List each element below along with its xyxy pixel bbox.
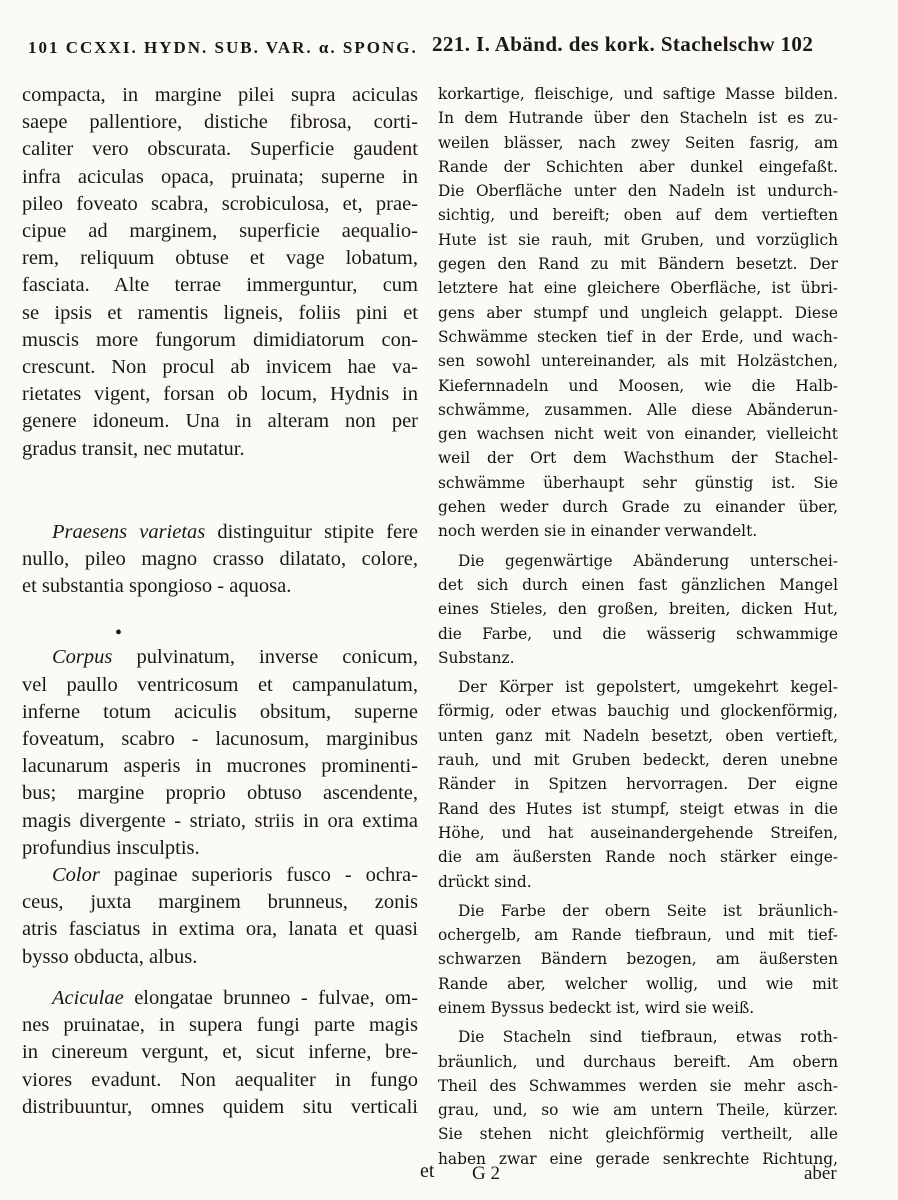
- signature-mark: G 2: [472, 1163, 500, 1184]
- text-line: Aciculae elongatae brunneo - fulvae, om-: [52, 986, 418, 1009]
- text-line: in cinereum vergunt, et, sicut inferne, bre-: [22, 1041, 418, 1064]
- text-line: distribuuntur, omnes quidem situ verticali: [22, 1095, 418, 1118]
- text-line: foveatum, scabro - lacunosum, marginibus: [22, 728, 418, 751]
- text-line: Die gegenwärtige Abänderung unterschei-: [458, 551, 838, 570]
- text-line: Höhe, und hat auseinandergehende Streifen,: [438, 823, 838, 842]
- text-line: unten ganz mit Nadeln besetzt, oben vertieft,: [438, 726, 838, 745]
- text-line: die am äußersten Rande noch stärker einge-: [438, 848, 838, 867]
- text-line: Schwämme stecken tief in der Erde, und wach-: [438, 327, 838, 346]
- text-line: nes pruinatae, in supera fungi parte magis: [22, 1014, 418, 1037]
- text-line: förmig, oder etwas bauchig und glockenförmig,: [438, 702, 838, 721]
- latin-paragraph-3: [22, 644, 418, 862]
- text-line: schwämme überhaupt sehr günstig ist. Sie: [438, 473, 838, 492]
- text-line: viores evadunt. Non aequaliter in fungo: [22, 1068, 418, 1091]
- text-line: bräunlich, und durchaus bereift. Am obern: [438, 1052, 838, 1071]
- german-paragraph-4: [438, 899, 838, 1020]
- text-line: Rande der Schichten aber dunkel eingefaßt.: [438, 157, 838, 176]
- text-line: Die Oberfläche unter den Nadeln ist undurch-: [438, 182, 838, 201]
- text-line: et substantia spongioso - aquosa.: [22, 575, 292, 598]
- text-line: rietates vigent, forsan ob locum, Hydnis in: [22, 383, 418, 406]
- text-line: Die Farbe der obern Seite ist bräunlich-: [458, 901, 838, 920]
- text-line: eines Stieles, den großen, breiten, dicken Hut,: [438, 600, 838, 619]
- text-line: det sich durch einen fast gänzlichen Mangel: [438, 575, 838, 594]
- text-line: In dem Hutrande über den Stacheln ist es zu-: [438, 109, 838, 128]
- text-line: infra aciculas opaca, pruinata; superne in: [22, 165, 418, 188]
- text-line: rem, reliquum obtuse et vage lobatum,: [22, 247, 418, 270]
- text-line: gradus transit, nec mutatur.: [22, 437, 245, 460]
- text-line: sen sowohl untereinander, als mit Holzästchen,: [438, 352, 838, 371]
- text-line: cipue ad marginem, superficie aequalio-: [22, 220, 418, 243]
- text-line: weil der Ort dem Wachsthum der Stachel-: [438, 449, 838, 468]
- text-line: korkartige, fleischige, und saftige Masse bilden.: [438, 85, 838, 103]
- text-line: genere idoneum. Una in alteram non per: [22, 410, 418, 433]
- text-line: atris fasciatus in extima ora, lanata et quasi: [22, 918, 418, 941]
- italic-lead: Praesens varietas: [52, 520, 206, 543]
- latin-catchword: et: [420, 1160, 435, 1182]
- text-line: Ränder in Spitzen hervorragen. Der eigne: [438, 775, 838, 794]
- text-line: gehen weder durch Grade zu einander über,: [438, 498, 838, 517]
- text-line: letztere hat eine gleichere Oberfläche, ist übri-: [438, 279, 838, 298]
- text-line: profundius insculptis.: [22, 836, 200, 859]
- german-paragraph-5: [438, 1025, 838, 1171]
- text-line: einem Byssus bedeckt ist, wird sie weiß.: [438, 998, 755, 1017]
- text-line: fasciata. Alte terrae immerguntur, cum: [22, 274, 418, 297]
- latin-paragraph-2: [22, 519, 418, 601]
- text-line: caliter vero obscurata. Superficie gaudent: [22, 138, 418, 161]
- text-line: weilen blässer, nach zwey Seiten fasrig, am: [438, 133, 838, 152]
- text-line: magis divergente - striato, striis in ora extima: [22, 809, 418, 832]
- text-line: Rande aber, welcher wollig, und wie mit: [438, 974, 838, 993]
- german-paragraph-3: [438, 675, 838, 894]
- text-line: Theil des Schwammes werden sie mehr asch-: [438, 1076, 838, 1095]
- italic-lead: Corpus: [52, 646, 113, 669]
- text-line: haben zwar eine gerade senkrechte Richtung,: [438, 1149, 838, 1168]
- text-line: rauh, und mit Gruben bedeckt, deren unebne: [438, 751, 838, 770]
- running-head-german: 221. I. Abänd. des kork. Stachelschw 102: [432, 32, 814, 56]
- text-line: pileo foveato scabra, scrobiculosa, et, prae-: [22, 192, 418, 215]
- text-line: grau, und, so wie am untern Theile, kürzer.: [438, 1101, 838, 1120]
- text-line: Die Stacheln sind tiefbraun, etwas roth-: [458, 1028, 838, 1047]
- text-line: Hute ist sie rauh, mit Gruben, und vorzüglich: [438, 230, 838, 249]
- german-paragraph-1: [438, 82, 838, 544]
- german-column: [438, 82, 838, 1171]
- text-line: compacta, in margine pilei supra aciculas: [22, 84, 418, 106]
- latin-column: [22, 82, 418, 1121]
- text-line: saepe pallentiore, distiche fibrosa, corti-: [22, 111, 418, 134]
- text-line: lacunarum asperis in mucrones prominenti-: [22, 755, 418, 778]
- italic-lead: Aciculae: [52, 986, 124, 1009]
- text-line: bysso obducta, albus.: [22, 945, 198, 968]
- german-catchword: aber: [804, 1163, 837, 1184]
- text-line: bus; margine proprio obtuso ascendente,: [22, 782, 418, 805]
- text-line: gegen den Rand zu mit Bändern besetzt. Der: [438, 255, 838, 274]
- stray-dot: •: [115, 622, 123, 645]
- text-line: schwarzen Bändern bezogen, am äußersten: [438, 950, 838, 969]
- german-paragraph-2: [438, 549, 838, 670]
- latin-paragraph-5: [22, 985, 418, 1121]
- latin-paragraph-4: [22, 862, 418, 971]
- text-line: Sie stehen nicht gleichförmig vertheilt, alle: [438, 1125, 838, 1144]
- text-line: Praesens varietas distinguitur stipite fere: [52, 520, 418, 543]
- text-line: gens aber stumpf und ungleich gelappt. Diese: [438, 303, 838, 322]
- text-line: gen wachsen nicht weit von einander, vielleicht: [438, 425, 838, 444]
- text-line: drückt sind.: [438, 872, 532, 891]
- text-line: muscis more fungorum dimidiatorum con-: [22, 328, 418, 351]
- text-line: ochergelb, am Rande tiefbraun, und mit tief-: [438, 926, 838, 945]
- text-line: Corpus pulvinatum, inverse conicum,: [52, 646, 418, 669]
- italic-lead: Color: [52, 864, 100, 887]
- text-line: vel paullo ventricosum et campanulatum,: [22, 673, 418, 696]
- text-line: Kiefernnadeln und Moosen, wie die Halb-: [438, 376, 838, 395]
- text-line: Der Körper ist gepolstert, umgekehrt kegel-: [458, 678, 838, 697]
- text-line: noch werden sie in einander verwandelt.: [438, 522, 758, 541]
- text-line: Substanz.: [438, 648, 515, 667]
- text-line: crescunt. Non procul ab invicem hae va-: [22, 356, 418, 379]
- text-line: ceus, juxta marginem brunneus, zonis: [22, 891, 418, 914]
- text-line: schwämme, zusammen. Alle diese Abänderun-: [438, 400, 838, 419]
- text-line: sichtig, und bereift; oben auf dem vertieften: [438, 206, 838, 225]
- latin-paragraph-1: [22, 82, 418, 463]
- text-line: nullo, pileo magno crasso dilatato, colore,: [22, 548, 418, 571]
- text-line: Color paginae superioris fusco - ochra-: [52, 864, 418, 887]
- text-line: Rand des Hutes ist stumpf, steigt etwas in die: [438, 799, 838, 818]
- text-line: inferne totum aciculis obsitum, superne: [22, 700, 418, 723]
- text-line: die Farbe, und die wässerig schwammige: [438, 624, 838, 643]
- text-line: se ipsis et ramentis ligneis, foliis pini et: [22, 301, 418, 324]
- running-head-latin: 101 CCXXI. HYDN. SUB. VAR. α. SPONG.: [28, 38, 418, 57]
